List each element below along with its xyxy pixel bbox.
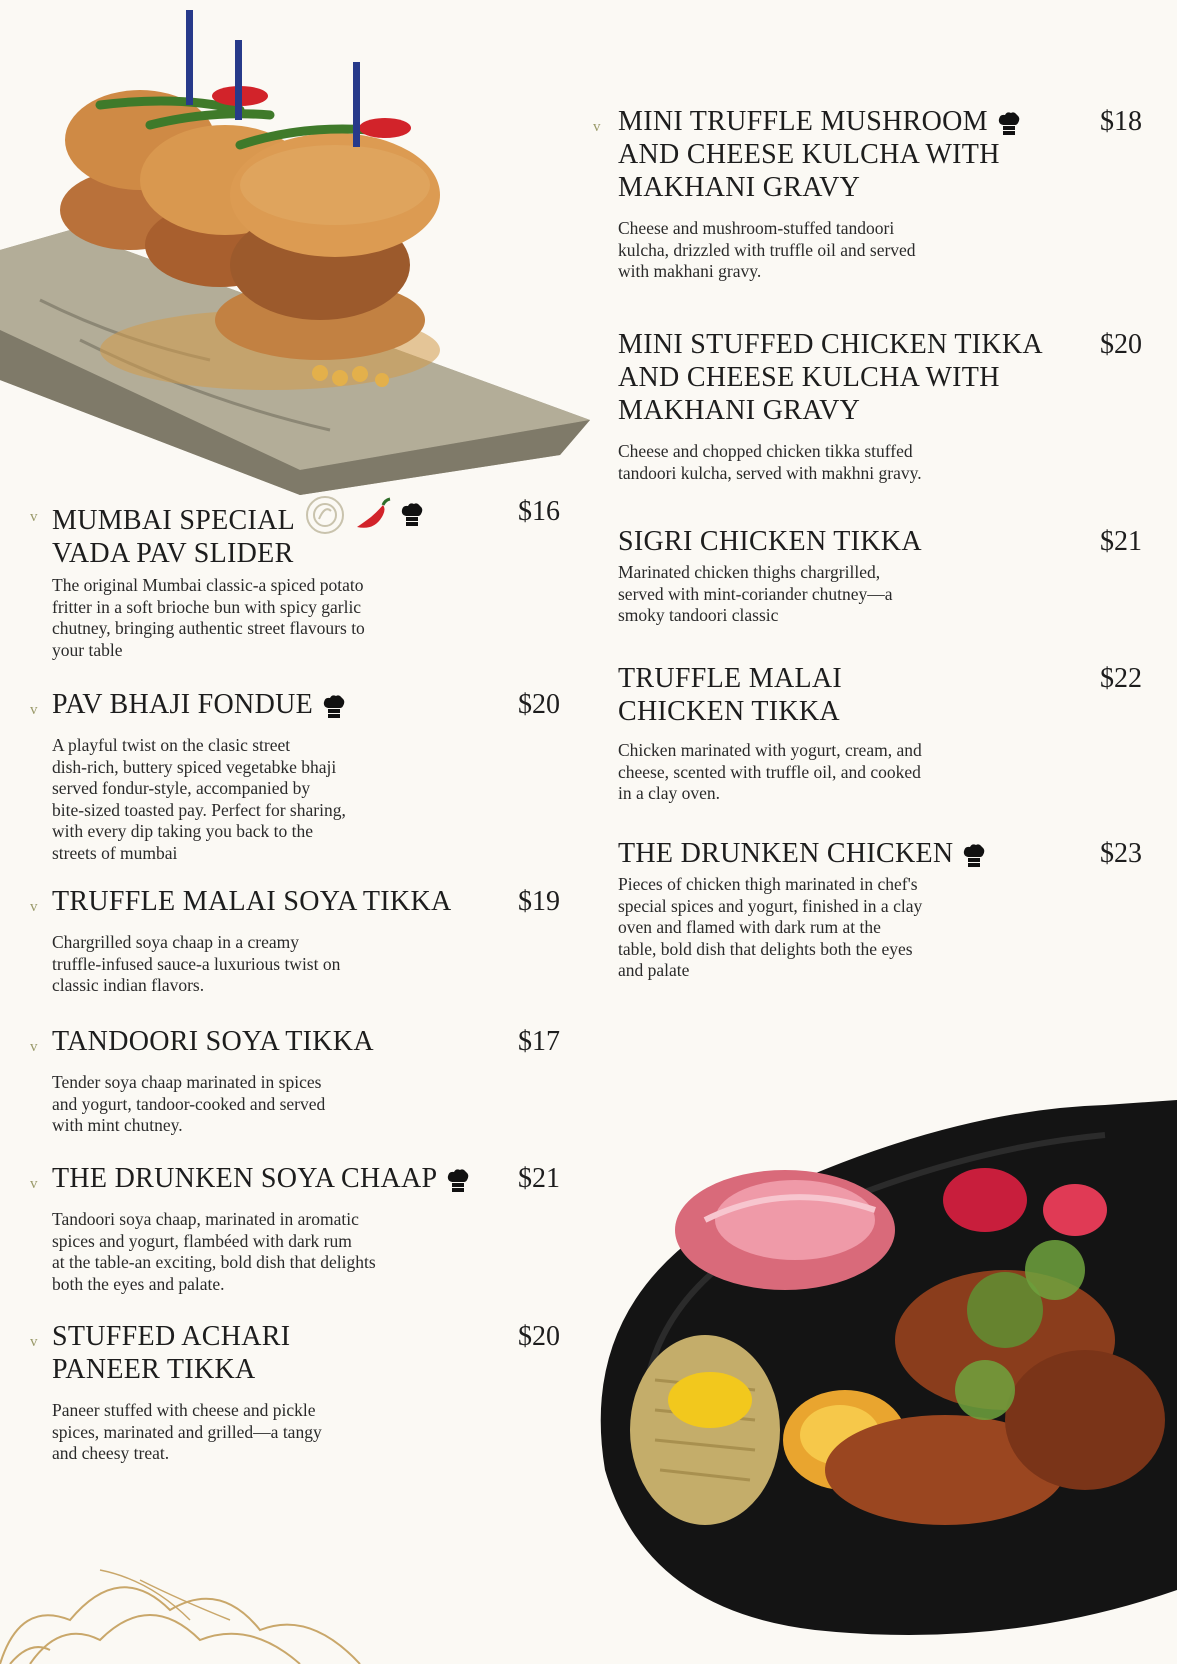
item-icons — [323, 695, 345, 719]
item-price: $21 — [518, 1163, 560, 1194]
item-name-line — [618, 394, 1043, 427]
item-name — [52, 1162, 469, 1195]
item-name-text: MUMBAI SPECIAL — [52, 505, 296, 536]
item-name-text: AND CHEESE KULCHA WITH — [618, 362, 1000, 393]
veg-mark-icon: v — [30, 702, 38, 718]
veg-mark-icon: v — [30, 1039, 38, 1055]
item-price: $17 — [518, 1026, 560, 1057]
item-name-line — [618, 105, 1020, 138]
item-description: Chargrilled soya chaap in a creamy truffle-infused sauce-a luxurious twist on classic indian flavors. — [52, 932, 341, 995]
item-name-line — [618, 662, 842, 695]
item-name — [618, 837, 985, 870]
item-description: Tandoori soya chaap, marinated in aromatic spices and yogurt, flambéed with dark rum at the table-an exciting, bold dish that delights both the eyes and palate. — [52, 1209, 376, 1294]
item-description: Paneer stuffed with cheese and pickle spices, marinated and grilled—a tangy and cheesy treat. — [52, 1400, 322, 1463]
item-name-line — [52, 688, 345, 721]
item-name — [618, 328, 1043, 427]
item-price: $21 — [1100, 526, 1142, 557]
item-name — [52, 688, 345, 721]
item-price: $18 — [1100, 106, 1142, 137]
veg-mark-icon: v — [30, 1176, 38, 1192]
item-description: Marinated chicken thighs chargrilled, served with mint-coriander chutney—a smoky tandoori classic — [618, 562, 893, 625]
item-name-text: MINI STUFFED CHICKEN TIKKA — [618, 329, 1043, 360]
certified-seal-icon — [305, 495, 345, 535]
item-description: Tender soya chaap marinated in spices and yogurt, tandoor-cooked and served with mint chutney. — [52, 1072, 326, 1135]
item-name — [618, 662, 842, 728]
item-name-text: PANEER TIKKA — [52, 1354, 256, 1385]
item-name — [618, 105, 1020, 204]
veg-mark-icon: v — [30, 509, 38, 525]
item-name-line — [618, 695, 842, 728]
item-name-line — [52, 537, 423, 570]
item-price: $20 — [1100, 329, 1142, 360]
decorative-line-art — [0, 1560, 420, 1664]
item-icons — [963, 844, 985, 868]
item-name-line — [618, 171, 1020, 204]
item-name-text: AND CHEESE KULCHA WITH — [618, 139, 1000, 170]
item-description: A playful twist on the clasic street dish-rich, buttery spiced vegetabke bhaji served fondur-style, accompanied by bite-sized toasted pay. Perfect for sharing, with every dip taking you back to the streets of mumbai — [52, 735, 346, 863]
chef-hat-icon — [401, 503, 423, 527]
item-name-line — [618, 837, 985, 870]
item-name-line — [618, 138, 1020, 171]
item-name — [52, 495, 423, 570]
item-name-text: TRUFFLE MALAI SOYA TIKKA — [52, 886, 452, 917]
item-icons — [447, 1169, 469, 1193]
item-name-text: TRUFFLE MALAI — [618, 663, 843, 694]
item-name-line — [52, 495, 423, 537]
item-price: $16 — [518, 496, 560, 527]
item-name-line — [52, 885, 452, 918]
chef-hat-icon — [323, 695, 345, 719]
chili-icon — [353, 497, 393, 533]
item-icons — [998, 112, 1020, 136]
chef-hat-icon — [998, 112, 1020, 136]
item-description: Cheese and chopped chicken tikka stuffed tandoori kulcha, served with makhni gravy. — [618, 441, 922, 483]
item-name-text: SIGRI CHICKEN TIKKA — [618, 526, 922, 557]
tikka-platter-photo — [585, 1090, 1177, 1664]
item-description: Pieces of chicken thigh marinated in chef's special spices and yogurt, finished in a clay oven and flamed with dark rum at the table, bold dish that delights both the eyes and palate — [618, 874, 923, 980]
item-name — [618, 525, 922, 558]
item-name-text: CHICKEN TIKKA — [618, 696, 840, 727]
item-name-text: THE DRUNKEN CHICKEN — [618, 838, 954, 869]
item-icons — [305, 495, 423, 535]
item-name — [52, 1025, 374, 1058]
item-description: Cheese and mushroom-stuffed tandoori kulcha, drizzled with truffle oil and served with makhani gravy. — [618, 218, 916, 281]
item-name-line — [618, 361, 1043, 394]
item-name-text: MAKHANI GRAVY — [618, 395, 861, 426]
chef-hat-icon — [963, 844, 985, 868]
item-name-text: STUFFED ACHARI — [52, 1321, 291, 1352]
item-price: $20 — [518, 1321, 560, 1352]
item-name-text: PAV BHAJI FONDUE — [52, 689, 314, 720]
item-name-text: VADA PAV SLIDER — [52, 538, 294, 569]
item-name-line — [618, 328, 1043, 361]
item-name-line — [618, 525, 922, 558]
item-description: The original Mumbai classic-a spiced potato fritter in a soft brioche bun with spicy garlic chutney, bringing authentic street flavours to your table — [52, 575, 365, 660]
item-price: $20 — [518, 689, 560, 720]
item-name-line — [52, 1162, 469, 1195]
item-price: $19 — [518, 886, 560, 917]
veg-mark-icon: v — [30, 899, 38, 915]
item-name-line — [52, 1025, 374, 1058]
item-name — [52, 1320, 290, 1386]
vada-pav-slider-photo — [0, 0, 590, 500]
item-price: $22 — [1100, 663, 1142, 694]
item-name — [52, 885, 452, 918]
item-name-text: MINI TRUFFLE MUSHROOM — [618, 106, 988, 137]
item-description: Chicken marinated with yogurt, cream, and cheese, scented with truffle oil, and cooked in a clay oven. — [618, 740, 922, 803]
chef-hat-icon — [447, 1169, 469, 1193]
item-name-text: THE DRUNKEN SOYA CHAAP — [52, 1163, 438, 1194]
item-name-line — [52, 1320, 290, 1353]
veg-mark-icon: v — [593, 119, 601, 135]
item-name-line — [52, 1353, 290, 1386]
item-name-text: TANDOORI SOYA TIKKA — [52, 1026, 374, 1057]
item-name-text: MAKHANI GRAVY — [618, 172, 861, 203]
item-price: $23 — [1100, 838, 1142, 869]
veg-mark-icon: v — [30, 1334, 38, 1350]
